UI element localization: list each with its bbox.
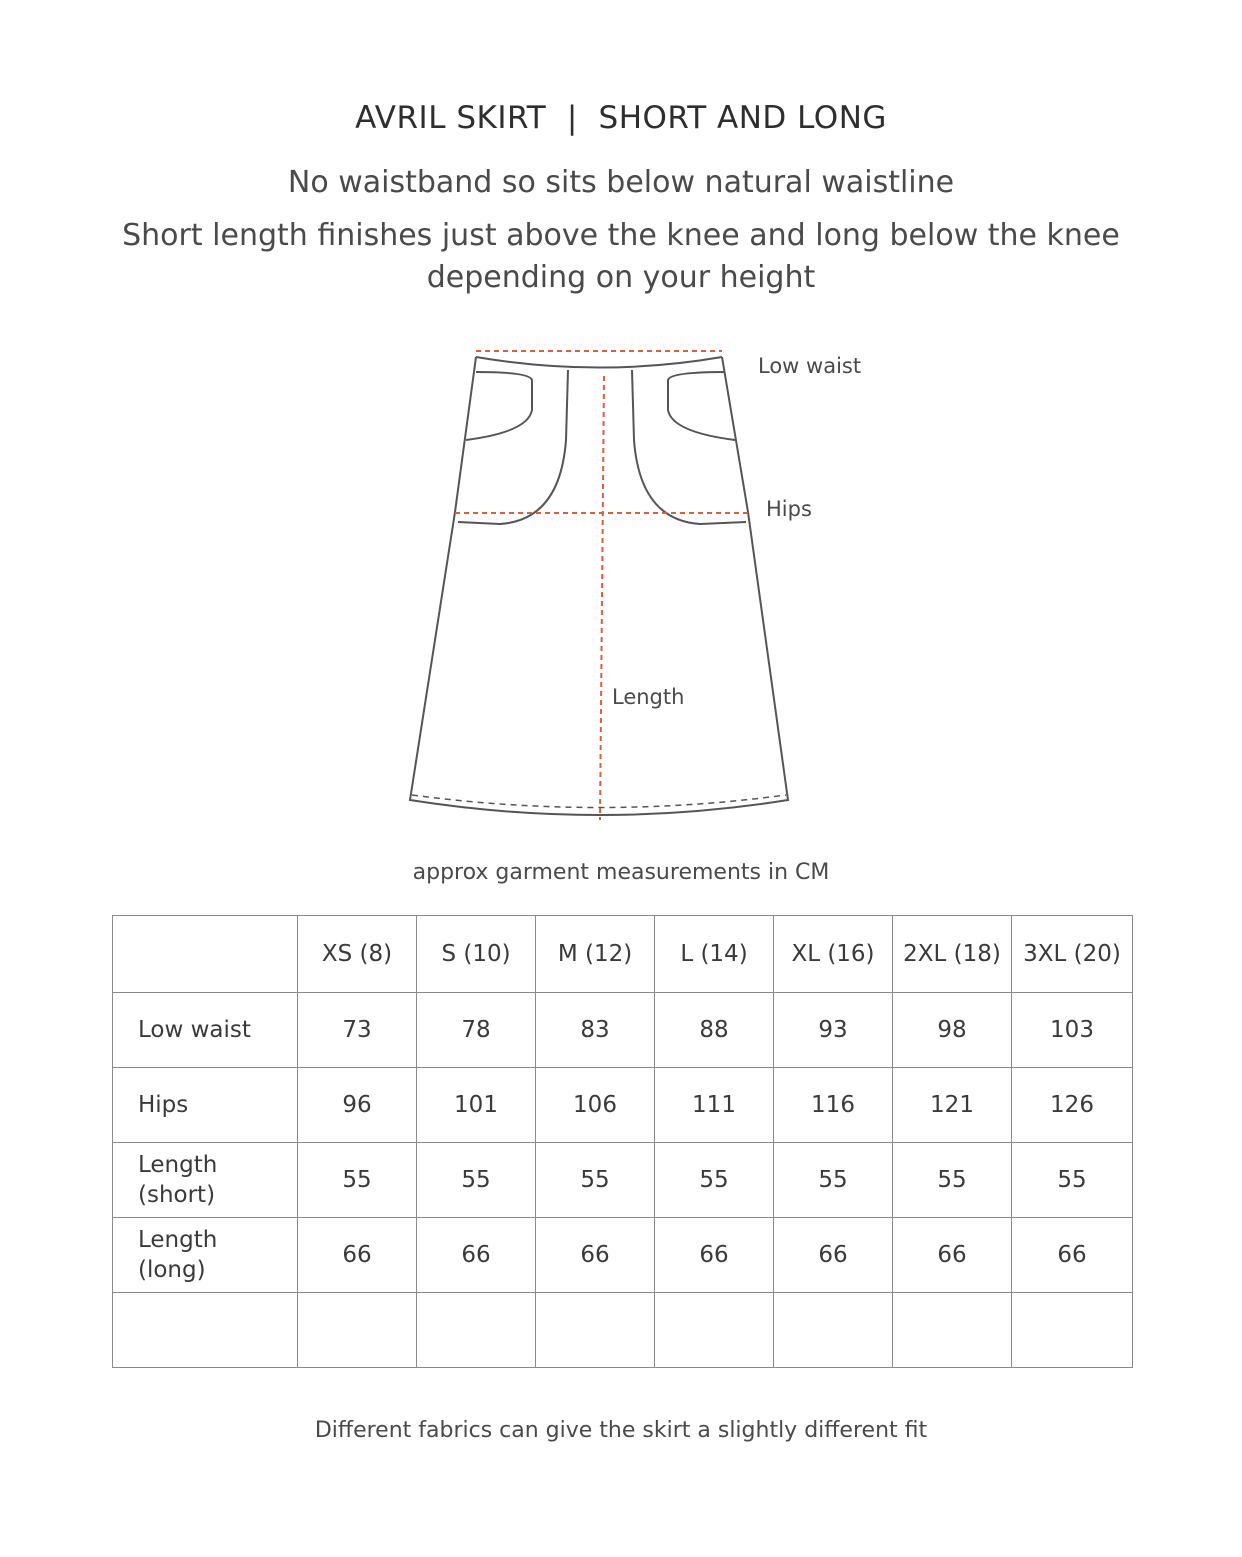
- table-cell: [893, 1293, 1012, 1368]
- table-cell: 96: [298, 1068, 417, 1143]
- table-cell: [774, 1293, 893, 1368]
- size-chart-table: [112, 915, 1133, 1368]
- table-cell: 98: [893, 993, 1012, 1068]
- table-cell: 106: [536, 1068, 655, 1143]
- row-label: Low waist: [113, 993, 298, 1068]
- left-pocket-opening: [466, 372, 532, 440]
- length-label: Length: [612, 685, 685, 709]
- hips-label: Hips: [766, 497, 812, 521]
- row-label: Length (long): [113, 1218, 298, 1293]
- skirt-outline: [410, 357, 788, 815]
- table-cell: [1012, 1293, 1133, 1368]
- table-cell: 78: [417, 993, 536, 1068]
- table-cell: 101: [417, 1068, 536, 1143]
- table-cell: 66: [536, 1218, 655, 1293]
- length-measure-line: [600, 376, 604, 820]
- subtitle-waistband: No waistband so sits below natural waistline: [287, 165, 955, 200]
- table-cell: 55: [774, 1143, 893, 1218]
- skirt-diagram: [0, 330, 1242, 830]
- size-header: M (12): [536, 916, 655, 993]
- table-row-hips: [113, 1068, 1133, 1143]
- left-pocket-bag: [458, 370, 568, 524]
- table-cell: 66: [893, 1218, 1012, 1293]
- table-row-length-long: [113, 1218, 1133, 1293]
- size-header: S (10): [417, 916, 536, 993]
- table-header-row: [113, 916, 1133, 993]
- table-cell: 83: [536, 993, 655, 1068]
- table-row-low-waist: [113, 993, 1133, 1068]
- table-cell: 66: [1012, 1218, 1133, 1293]
- subtitle-length: Short length finishes just above the knee and long below the knee depending on your height: [122, 218, 1120, 295]
- right-pocket-opening: [668, 372, 735, 440]
- size-header: XS (8): [298, 916, 417, 993]
- measurements-caption: approx garment measurements in CM: [412, 860, 830, 885]
- table-cell: 55: [298, 1143, 417, 1218]
- hem-stitch: [412, 795, 786, 808]
- size-header: XL (16): [774, 916, 893, 993]
- table-cell: 111: [655, 1068, 774, 1143]
- table-cell: 66: [774, 1218, 893, 1293]
- row-label: [113, 1293, 298, 1368]
- table-cell: 103: [1012, 993, 1133, 1068]
- table-row-length-short: [113, 1143, 1133, 1218]
- table-cell: 66: [417, 1218, 536, 1293]
- skirt-waist-top: [476, 357, 722, 368]
- table-cell: 93: [774, 993, 893, 1068]
- table-cell: [655, 1293, 774, 1368]
- low-waist-label: Low waist: [758, 354, 862, 378]
- table-corner-cell: [113, 916, 298, 993]
- table-cell: 126: [1012, 1068, 1133, 1143]
- size-header: 3XL (20): [1012, 916, 1133, 993]
- table-cell: 55: [536, 1143, 655, 1218]
- table-cell: 55: [893, 1143, 1012, 1218]
- size-header: 2XL (18): [893, 916, 1012, 993]
- size-header: L (14): [655, 916, 774, 993]
- table-cell: [298, 1293, 417, 1368]
- fit-note: Different fabrics can give the skirt a slightly different fit: [314, 1418, 928, 1443]
- table-cell: 66: [298, 1218, 417, 1293]
- page-title: AVRIL SKIRT | SHORT AND LONG: [355, 100, 887, 136]
- table-cell: 73: [298, 993, 417, 1068]
- table-row-empty: [113, 1293, 1133, 1368]
- row-label: Length (short): [113, 1143, 298, 1218]
- table-cell: 55: [655, 1143, 774, 1218]
- table-cell: 66: [655, 1218, 774, 1293]
- table-cell: 121: [893, 1068, 1012, 1143]
- table-cell: [417, 1293, 536, 1368]
- table-cell: 55: [1012, 1143, 1133, 1218]
- table-cell: 55: [417, 1143, 536, 1218]
- table-cell: 88: [655, 993, 774, 1068]
- table-cell: 116: [774, 1068, 893, 1143]
- table-cell: [536, 1293, 655, 1368]
- row-label: Hips: [113, 1068, 298, 1143]
